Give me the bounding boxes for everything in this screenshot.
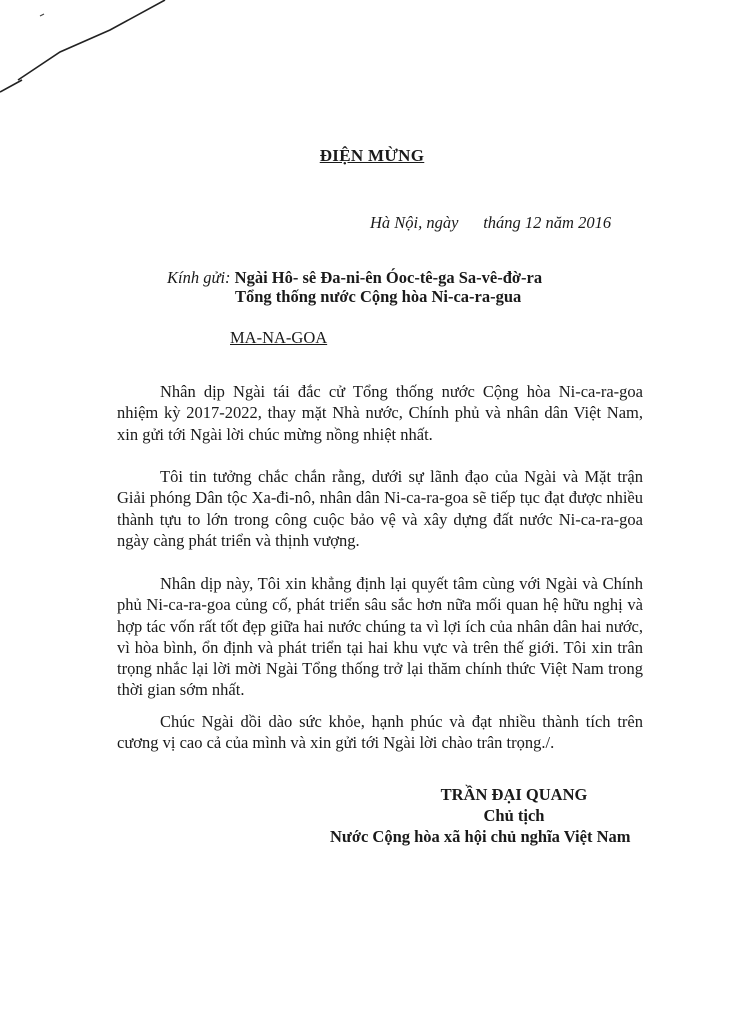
addressee-city: MA-NA-GOA xyxy=(230,328,328,347)
signatory-organization: Nước Cộng hòa xã hội chủ nghĩa Việt Nam xyxy=(330,827,631,846)
paragraph-closing: Chúc Ngài dồi dào sức khỏe, hạnh phúc và đạt nhiều thành tích trên cương vị cao cả của mình và xin gửi tới Ngài lời chào trân trọng./. xyxy=(117,712,643,753)
addressee-position: Tổng thống nước Cộng hòa Ni-ca-ra-gua xyxy=(235,287,522,306)
document-title: ĐIỆN MỪNG xyxy=(319,146,425,165)
signatory-name: TRẦN ĐẠI QUANG xyxy=(440,785,588,804)
paragraph-confidence: Tôi tin tưởng chắc chắn rằng, dưới sự lãnh đạo của Ngài và Mặt trận Giải phóng Dân tộc Xa-đi-nô, nhân dân Ni-ca-ra-goa sẽ tiếp tục đạt được nhiều thành tựu to lớn trong công cuộc bảo vệ và xây dựng đất nước Ni-ca-ra-goa ngày càng phát triển và thịnh vượng. xyxy=(117,467,643,550)
signature-block xyxy=(330,784,650,847)
paragraph-congratulation: Nhân dịp Ngài tái đắc cử Tổng thống nước Cộng hòa Ni-ca-ra-goa nhiệm kỳ 2017-2022, thay mặt Nhà nước, Chính phủ và nhân dân Việt Nam, xin gửi tới Ngài lời chúc mừng nồng nhiệt nhất. xyxy=(117,382,643,444)
paragraph-cooperation: Nhân dịp này, Tôi xin khẳng định lại quyết tâm cùng với Ngài và Chính phủ Ni-ca-ra-goa củng cố, phát triển sâu sắc hơn nữa mối quan hệ hữu nghị và hợp tác vốn rất tốt đẹp giữa hai nước chúng ta vì lợi ích của nhân dân hai nước, vì hòa bình, ổn định và phát triển tại hai khu vực và trên thế giới. Tôi xin trân trọng nhắc lại lời mời Ngài Tổng thống trở lại thăm chính thức Việt Nam trong thời gian sớm nhất. xyxy=(117,574,643,700)
addressee xyxy=(167,268,542,288)
dateline: Hà Nội, ngày tháng 12 năm 2016 xyxy=(370,213,612,232)
signatory-title: Chủ tịch xyxy=(483,806,545,825)
addressee-label: Kính gửi: xyxy=(167,268,231,287)
addressee-name: Ngài Hô- sê Đa-ni-ên Óoc-tê-ga Sa-vê-đờ-ra xyxy=(234,268,543,287)
